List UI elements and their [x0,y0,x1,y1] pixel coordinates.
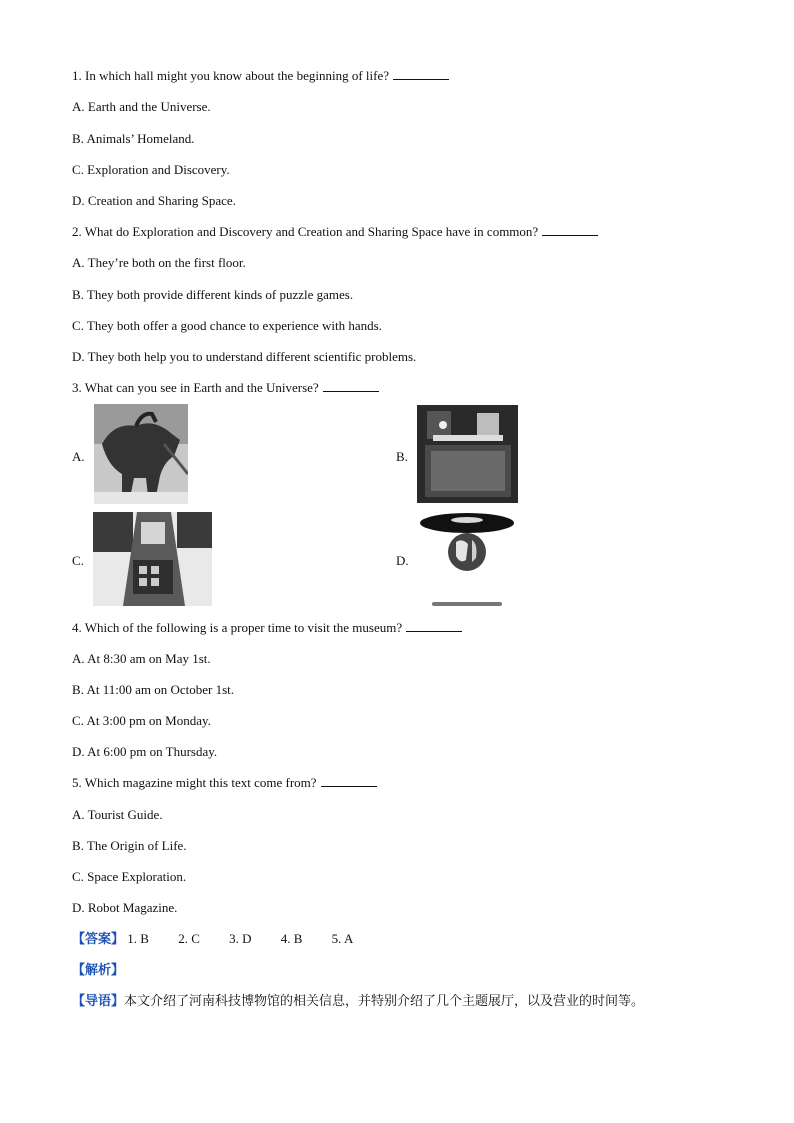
q1-option-b: B. Animals’ Homeland. [72,131,195,146]
q1-option-a: A. Earth and the Universe. [72,99,211,114]
q2-stem: 2. What do Exploration and Discovery and Creation and Sharing Space have in common? [72,224,598,240]
q4-option-a: A. At 8:30 am on May 1st. [72,651,211,666]
answer-blank [321,775,377,787]
q5-option-c: C. Space Exploration. [72,869,187,884]
q2-option-a: A. They’re both on the first floor. [72,255,246,270]
control-panel-photo [93,512,212,606]
q5-option-b: B. The Origin of Life. [72,838,187,853]
answer-item: 1. B [127,931,149,946]
q3-stem: 3. What can you see in Earth and the Universe? [72,380,379,396]
exhibit-desk-photo [417,405,518,503]
q5-stem: 5. Which magazine might this text come from? [72,775,377,791]
analysis-heading [72,962,124,979]
answer-blank [393,68,449,80]
answer-item: 2. C [178,931,200,946]
answer-blank [542,224,598,236]
q4-stem: 4. Which of the following is a proper time to visit the museum? [72,620,462,636]
q1-option-c: C. Exploration and Discovery. [72,162,230,177]
q4-option-b: B. At 11:00 am on October 1st. [72,682,235,697]
q1-stem: 1. In which hall might you know about the beginning of life? [72,68,449,84]
q1-option-d: D. Creation and Sharing Space. [72,193,236,208]
q4-option-c: C. At 3:00 pm on Monday. [72,713,211,728]
planet-model-photo [418,512,516,608]
q2-option-d: D. They both help you to understand different scientific problems. [72,349,417,364]
q3-option-a-label: A. [72,449,85,464]
dinosaur-photo [94,404,188,504]
intro-text: 本文介绍了河南科技博物馆的相关信息，并特别介绍了几个主题展厅，以及营业的时间等。 [124,994,645,1009]
q4-option-d: D. At 6:00 pm on Thursday. [72,744,218,759]
intro-paragraph [72,994,644,1010]
analysis-tag: 【解析】 [72,963,125,978]
intro-tag: 【导语】 [72,994,125,1009]
q3-option-c-label: C. [72,553,84,568]
q5-option-d: D. Robot Magazine. [72,900,178,915]
q5-option-a: A. Tourist Guide. [72,807,163,822]
q3-option-b-label: B. [396,449,408,464]
answer-item: 3. D [229,931,252,946]
q2-option-b: B. They both provide different kinds of puzzle games. [72,287,354,302]
q2-option-c: C. They both offer a good chance to experience with hands. [72,318,382,333]
answer-key [72,931,353,948]
answer-tag: 【答案】 [72,932,125,947]
q3-option-d-label: D. [396,553,409,568]
answer-blank [406,620,462,632]
answer-blank [323,380,379,392]
answer-item: 4. B [280,931,303,946]
answer-item: 5. A [331,931,354,946]
